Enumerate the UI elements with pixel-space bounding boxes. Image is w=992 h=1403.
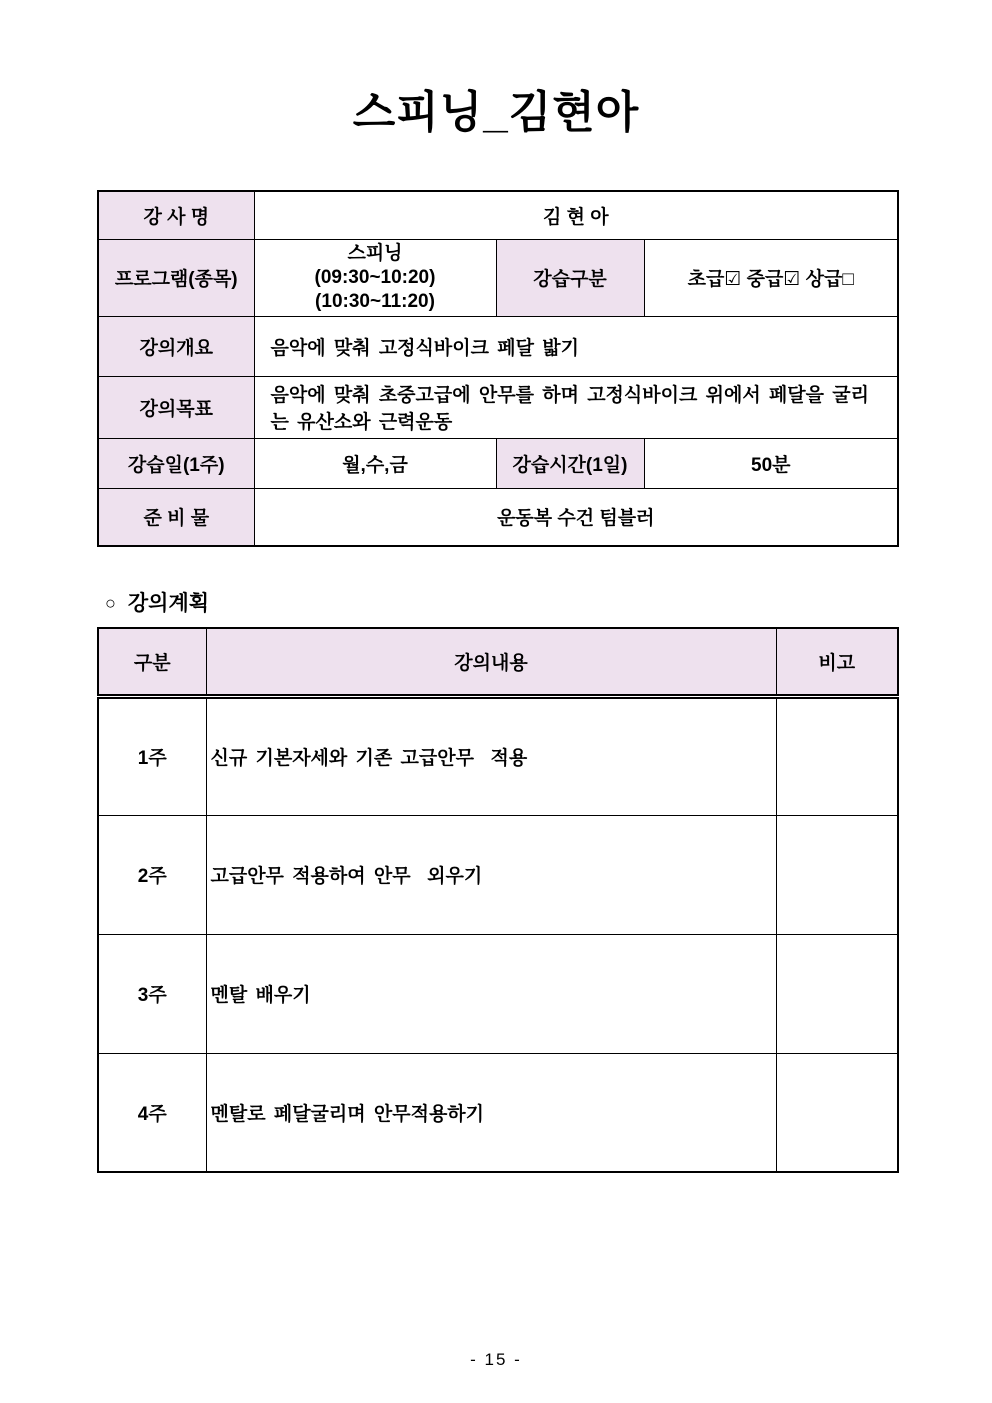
table-row <box>98 376 898 438</box>
plan-header-week: 구분 <box>98 628 206 696</box>
table-row <box>98 191 898 239</box>
lecture-plan-table <box>97 627 899 1173</box>
days-value: 월,수,금 <box>254 438 496 488</box>
goal-value: 음악에 맞춰 초중고급에 안무를 하며 고정식바이크 위에서 페달을 굴리는 유산소와 근력운동 <box>254 376 898 438</box>
circle-bullet-icon: ○ <box>105 593 116 613</box>
week-label: 2주 <box>98 815 206 934</box>
instructor-value: 김 현 아 <box>254 191 898 239</box>
days-label: 강습일(1주) <box>98 438 254 488</box>
course-info-table <box>97 190 899 547</box>
week-note <box>776 815 898 934</box>
plan-header-note: 비고 <box>776 628 898 696</box>
plan-row-week2 <box>98 815 898 934</box>
supplies-value: 운동복 수건 텀블러 <box>254 488 898 546</box>
week-content: 고급안무 적용하여 안무 외우기 <box>206 815 776 934</box>
program-time-2: (10:30~11:20) <box>315 290 435 312</box>
plan-row-week4 <box>98 1053 898 1172</box>
program-time-1: (09:30~10:20) <box>314 266 436 288</box>
time-value: 50분 <box>644 438 898 488</box>
plan-row-week3 <box>98 934 898 1053</box>
plan-header-row <box>98 628 898 696</box>
table-row <box>98 488 898 546</box>
week-note <box>776 1053 898 1172</box>
overview-label: 강의개요 <box>98 316 254 376</box>
program-label: 프로그램(종목) <box>98 239 254 316</box>
plan-header-content: 강의내용 <box>206 628 776 696</box>
level-label: 강습구분 <box>496 239 644 316</box>
lecture-plan-heading <box>105 587 992 617</box>
page-title: 스피닝_김현아 <box>352 88 640 137</box>
supplies-label: 준 비 물 <box>98 488 254 546</box>
time-label: 강습시간(1일) <box>496 438 644 488</box>
instructor-label: 강 사 명 <box>98 191 254 239</box>
program-name: 스피닝 <box>347 242 403 264</box>
overview-value: 음악에 맞춰 고정식바이크 페달 밟기 <box>254 316 898 376</box>
program-value <box>254 239 496 316</box>
lecture-plan-heading-label: 강의계획 <box>127 592 210 615</box>
week-content: 멘탈로 페달굴리며 안무적용하기 <box>206 1053 776 1172</box>
goal-label: 강의목표 <box>98 376 254 438</box>
page-number: - 15 - <box>470 1350 522 1369</box>
week-label: 4주 <box>98 1053 206 1172</box>
week-content: 신규 기본자세와 기존 고급안무 적용 <box>206 696 776 815</box>
table-row <box>98 239 898 316</box>
plan-row-week1 <box>98 696 898 815</box>
week-note <box>776 934 898 1053</box>
week-label: 3주 <box>98 934 206 1053</box>
week-note <box>776 696 898 815</box>
week-label: 1주 <box>98 696 206 815</box>
table-row <box>98 316 898 376</box>
week-content: 멘탈 배우기 <box>206 934 776 1053</box>
program-value-lines <box>259 242 492 314</box>
level-checkboxes: 초급☑ 중급☑ 상급□ <box>644 239 898 316</box>
table-row <box>98 438 898 488</box>
